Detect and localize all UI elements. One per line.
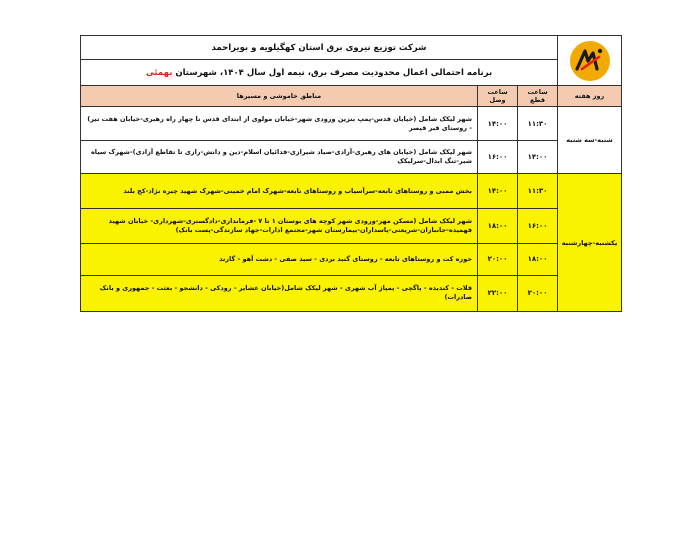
end-time: ۱۴:۰۰: [478, 174, 518, 208]
col-header-day: روز هفته: [558, 86, 622, 107]
table-row: [81, 243, 622, 275]
company-title: شرکت توزیع نیروی برق استان کهگیلویه و بویراحمد: [81, 36, 558, 60]
area-cell: شهر لیکک شامل (خیابان قدس-پمپ بنزین ورودی شهر-خیابان مولوی از ابتدای قدس تا چهار راه رهبری-خیابان هفت تیر) - روستای قیر قیصر: [81, 107, 478, 141]
day-cell: یکشنبه-چهارشنبه: [558, 174, 622, 312]
area-cell: شهر لیکک شامل (مسکن مهر-ورودی شهر کوچه های بوستان ۱ تا ۷ -فرمانداری-دادگستری-شهرداری- خیابان شهید فهمیده-جانبازان-شریعتی-پاسداران-بیمارستان شهر-مجتمع ادارات-جهاد سازندگی-پست بانک): [81, 208, 478, 243]
col-header-end: ساعت وصل: [478, 86, 518, 107]
start-time: ۱۱:۳۰: [518, 174, 558, 208]
outage-schedule-table: [80, 35, 622, 312]
start-time: ۱۶:۰۰: [518, 208, 558, 243]
table-row: [81, 174, 622, 208]
program-title: [81, 60, 558, 86]
power-utility-logo-icon: [568, 39, 612, 83]
program-city: بهمئی: [145, 67, 173, 78]
table-row: [81, 208, 622, 243]
title-row-program: [81, 60, 622, 86]
area-cell: حوزه کت و روستاهای تابعه - روستای گنبد بردی - سید صفی - دشت آهو - گارند: [81, 243, 478, 275]
program-title-text: برنامه احتمالی اعمال محدودیت مصرف برق، نیمه اول سال ۱۴۰۴، شهرستان: [175, 67, 493, 78]
start-time: ۱۱:۳۰: [518, 107, 558, 141]
area-cell: قلات - کندیده - پاگچی - پمپاژ آب شهری - شهر لیکک شامل(خیابان عشایر - رودکی - دانشجو - بعثت - جمهوری و بانک صادرات): [81, 275, 478, 311]
table-row: [81, 107, 622, 141]
col-header-start: ساعت قطع: [518, 86, 558, 107]
end-time: ۲۲:۰۰: [478, 275, 518, 311]
table-row: [81, 141, 622, 174]
logo-cell: [558, 36, 622, 86]
end-time: ۱۶:۰۰: [478, 141, 518, 174]
day-cell: شنبه-سه شنبه: [558, 107, 622, 174]
end-time: ۲۰:۰۰: [478, 243, 518, 275]
area-cell: بخش ممبی و روستاهای تابعه-سرآسیاب و روستاهای تابعه-شهرک امام خمینی-شهرک شهید چیره نژاد-کج بلند: [81, 174, 478, 208]
title-row-company: [81, 36, 622, 60]
column-header-row: [81, 86, 622, 107]
start-time: ۱۴:۰۰: [518, 141, 558, 174]
area-cell: شهر لیکک شامل (خیابان های رهبری-آزادی-صیاد شیرازی-فدائیان اسلام-دین و دانش-رازی تا تقاطع آزادی)-شهرک سیاه شیر-تنگ ابدال-سرلیکک: [81, 141, 478, 174]
col-header-area: مناطق خاموشی و مسیرها: [81, 86, 478, 107]
end-time: ۱۴:۰۰: [478, 107, 518, 141]
start-time: ۲۰:۰۰: [518, 275, 558, 311]
start-time: ۱۸:۰۰: [518, 243, 558, 275]
table-row: [81, 275, 622, 311]
end-time: ۱۸:۰۰: [478, 208, 518, 243]
